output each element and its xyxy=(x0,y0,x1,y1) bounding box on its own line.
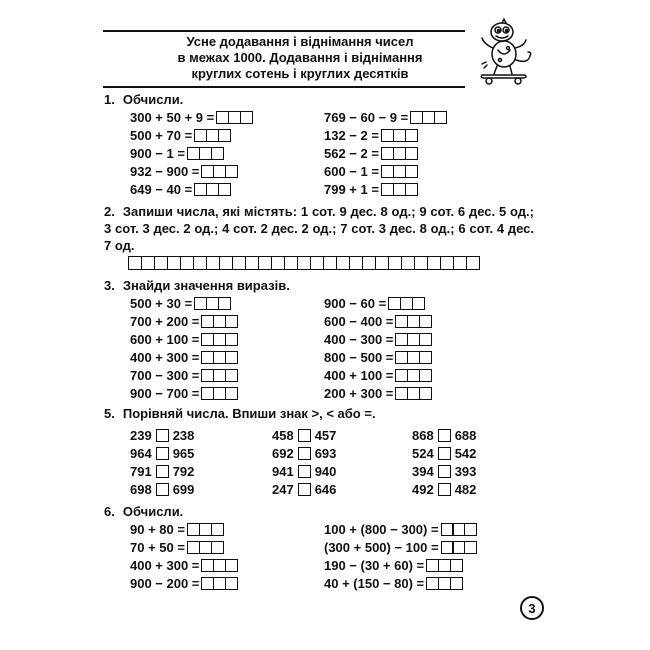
expression: (300 + 500) − 100 = xyxy=(324,540,439,555)
compare-pair xyxy=(412,482,476,497)
answer-box[interactable] xyxy=(464,541,477,554)
answer-box[interactable] xyxy=(225,559,238,572)
task-2-answer-boxes xyxy=(128,256,480,270)
answer-box[interactable] xyxy=(211,523,224,536)
compare-right-number: 688 xyxy=(454,428,477,443)
task-1-number: 1. xyxy=(104,92,115,107)
compare-left-number: 247 xyxy=(272,482,294,497)
answer-box[interactable] xyxy=(225,351,238,364)
sign-box[interactable] xyxy=(298,483,311,496)
compare-pair xyxy=(412,446,476,461)
sign-box[interactable] xyxy=(298,447,311,460)
sign-box[interactable] xyxy=(156,465,169,478)
compare-right-number: 542 xyxy=(454,446,477,461)
sign-box[interactable] xyxy=(438,429,451,442)
compare-right-number: 238 xyxy=(172,428,195,443)
task-5-heading xyxy=(104,406,376,421)
task-3-right-row xyxy=(324,296,425,311)
compare-right-number: 482 xyxy=(454,482,477,497)
compare-right-number: 693 xyxy=(314,446,337,461)
compare-left-number: 698 xyxy=(130,482,152,497)
task-5-label: Порівняй числа. Впиши знак >, < або =. xyxy=(122,406,376,421)
task-3-right-row xyxy=(324,314,432,329)
task-3-left-row xyxy=(130,296,231,311)
compare-left-number: 492 xyxy=(412,482,434,497)
task-3-right-row xyxy=(324,386,432,401)
answer-box[interactable] xyxy=(419,315,432,328)
compare-right-number: 457 xyxy=(314,428,337,443)
task-1-left-row xyxy=(130,146,224,161)
compare-pair xyxy=(412,464,476,479)
task-3-left-row xyxy=(130,314,238,329)
expression: 300 + 50 + 9 = xyxy=(130,110,215,125)
answer-box[interactable] xyxy=(405,129,418,142)
compare-pair xyxy=(272,482,336,497)
compare-pair xyxy=(272,428,336,443)
answer-box[interactable] xyxy=(412,297,425,310)
compare-right-number: 965 xyxy=(172,446,195,461)
task-1-right-row xyxy=(324,164,418,179)
compare-left-number: 239 xyxy=(130,428,152,443)
answer-box[interactable] xyxy=(211,147,224,160)
task-2-text: Запиши числа, які містять: 1 сот. 9 дес. 8 од.; 9 сот. 6 дес. 5 од.; 3 сот. 3 дес. 2 од.; 4 сот. 2 дес. 2 од.; 7 сот. 3 дес. 8 од.; 6 сот. 4 дес. 7 од. xyxy=(104,204,534,253)
task-5-number: 5. xyxy=(104,406,115,421)
answer-box[interactable] xyxy=(434,111,447,124)
task-6-right-row xyxy=(324,522,477,537)
compare-right-number: 393 xyxy=(454,464,477,479)
task-2-instructions xyxy=(104,203,534,254)
task-1-label: Обчисли. xyxy=(122,92,184,107)
expression: 132 − 2 = xyxy=(324,128,379,143)
task-3-label: Знайди значення виразів. xyxy=(122,278,290,293)
expression: 900 − 200 = xyxy=(130,576,200,591)
answer-box[interactable] xyxy=(466,256,480,270)
task-3-right-row xyxy=(324,332,432,347)
sign-box[interactable] xyxy=(156,483,169,496)
expression: 500 + 30 = xyxy=(130,296,193,311)
task-1-right-row xyxy=(324,146,418,161)
answer-box[interactable] xyxy=(218,297,231,310)
answer-box[interactable] xyxy=(218,129,231,142)
sign-box[interactable] xyxy=(298,465,311,478)
compare-right-number: 646 xyxy=(314,482,337,497)
compare-pair xyxy=(130,428,194,443)
compare-right-number: 699 xyxy=(172,482,195,497)
answer-box[interactable] xyxy=(240,111,253,124)
task-1-right-row xyxy=(324,182,418,197)
expression: 70 + 50 = xyxy=(130,540,185,555)
title-line-3: круглих сотень і круглих десятків xyxy=(191,66,409,81)
task-6-right-row xyxy=(324,558,463,573)
expression: 600 + 100 = xyxy=(130,332,200,347)
compare-left-number: 964 xyxy=(130,446,152,461)
sign-box[interactable] xyxy=(438,465,451,478)
task-3-right-row xyxy=(324,350,432,365)
sign-box[interactable] xyxy=(156,447,169,460)
expression: 600 − 1 = xyxy=(324,164,379,179)
task-6-left-row xyxy=(130,558,238,573)
answer-box[interactable] xyxy=(211,541,224,554)
title-line-1: Усне додавання і віднімання чисел xyxy=(186,34,414,49)
compare-left-number: 868 xyxy=(412,428,434,443)
expression: 400 + 300 = xyxy=(130,558,200,573)
task-6-right-row xyxy=(324,540,477,555)
expression: 900 − 1 = xyxy=(130,146,185,161)
task-6-number: 6. xyxy=(104,504,115,519)
task-3-left-row xyxy=(130,386,238,401)
compare-pair xyxy=(272,464,336,479)
expression: 400 + 300 = xyxy=(130,350,200,365)
task-1-heading xyxy=(104,92,183,107)
expression: 932 − 900 = xyxy=(130,164,200,179)
task-1-right-row xyxy=(324,128,418,143)
answer-box[interactable] xyxy=(405,165,418,178)
expression: 400 − 300 = xyxy=(324,332,394,347)
task-6-left-row xyxy=(130,540,224,555)
compare-left-number: 941 xyxy=(272,464,294,479)
answer-box[interactable] xyxy=(419,333,432,346)
compare-pair xyxy=(272,446,336,461)
task-3-heading xyxy=(104,278,290,293)
compare-right-number: 940 xyxy=(314,464,337,479)
task-6-left-row xyxy=(130,576,238,591)
compare-pair xyxy=(130,446,194,461)
expression: 190 − (30 + 60) = xyxy=(324,558,425,573)
answer-box[interactable] xyxy=(405,183,418,196)
compare-right-number: 792 xyxy=(172,464,195,479)
expression: 799 + 1 = xyxy=(324,182,379,197)
header-bottom-rule xyxy=(103,86,465,88)
compare-left-number: 524 xyxy=(412,446,434,461)
expression: 649 − 40 = xyxy=(130,182,193,197)
answer-box[interactable] xyxy=(405,147,418,160)
compare-left-number: 791 xyxy=(130,464,152,479)
expression: 700 + 200 = xyxy=(130,314,200,329)
answer-box[interactable] xyxy=(419,387,432,400)
expression: 500 + 70 = xyxy=(130,128,193,143)
answer-box[interactable] xyxy=(419,369,432,382)
expression: 562 − 2 = xyxy=(324,146,379,161)
header-top-rule xyxy=(103,30,465,32)
task-6-left-row xyxy=(130,522,224,537)
answer-box[interactable] xyxy=(225,165,238,178)
task-3-left-row xyxy=(130,350,238,365)
expression: 600 − 400 = xyxy=(324,314,394,329)
answer-box[interactable] xyxy=(419,351,432,364)
task-2-number: 2. xyxy=(104,204,115,219)
sign-box[interactable] xyxy=(298,429,311,442)
compare-pair xyxy=(130,464,194,479)
task-6-right-row xyxy=(324,576,463,591)
task-1-left-row xyxy=(130,182,231,197)
compare-left-number: 458 xyxy=(272,428,294,443)
answer-box[interactable] xyxy=(225,577,238,590)
answer-box[interactable] xyxy=(225,387,238,400)
expression: 200 + 300 = xyxy=(324,386,394,401)
expression: 90 + 80 = xyxy=(130,522,185,537)
task-3-right-row xyxy=(324,368,432,383)
task-6-heading xyxy=(104,504,183,519)
compare-pair xyxy=(130,482,194,497)
answer-box[interactable] xyxy=(450,577,463,590)
sign-box[interactable] xyxy=(156,429,169,442)
expression: 769 − 60 − 9 = xyxy=(324,110,409,125)
expression: 700 − 300 = xyxy=(130,368,200,383)
expression: 900 − 60 = xyxy=(324,296,387,311)
expression: 40 + (150 − 80) = xyxy=(324,576,425,591)
compare-left-number: 394 xyxy=(412,464,434,479)
sign-box[interactable] xyxy=(438,447,451,460)
page-number: 3 xyxy=(520,596,544,620)
compare-left-number: 692 xyxy=(272,446,294,461)
task-1-left-row xyxy=(130,164,238,179)
title-line-2: в межах 1000. Додавання і віднімання xyxy=(177,50,423,65)
expression: 400 + 100 = xyxy=(324,368,394,383)
task-1-left-row xyxy=(130,128,231,143)
task-6-label: Обчисли. xyxy=(122,504,184,519)
answer-box[interactable] xyxy=(464,523,477,536)
answer-box[interactable] xyxy=(218,183,231,196)
dino-skateboard-icon xyxy=(472,18,534,86)
task-3-left-row xyxy=(130,332,238,347)
task-3-number: 3. xyxy=(104,278,115,293)
answer-box[interactable] xyxy=(225,315,238,328)
answer-box[interactable] xyxy=(225,333,238,346)
answer-box[interactable] xyxy=(225,369,238,382)
expression: 100 + (800 − 300) = xyxy=(324,522,439,537)
task-1-right-row xyxy=(324,110,447,125)
answer-box[interactable] xyxy=(450,559,463,572)
sign-box[interactable] xyxy=(438,483,451,496)
expression: 900 − 700 = xyxy=(130,386,200,401)
compare-pair xyxy=(412,428,476,443)
page-title xyxy=(150,34,450,82)
expression: 800 − 500 = xyxy=(324,350,394,365)
task-1-left-row xyxy=(130,110,253,125)
task-3-left-row xyxy=(130,368,238,383)
